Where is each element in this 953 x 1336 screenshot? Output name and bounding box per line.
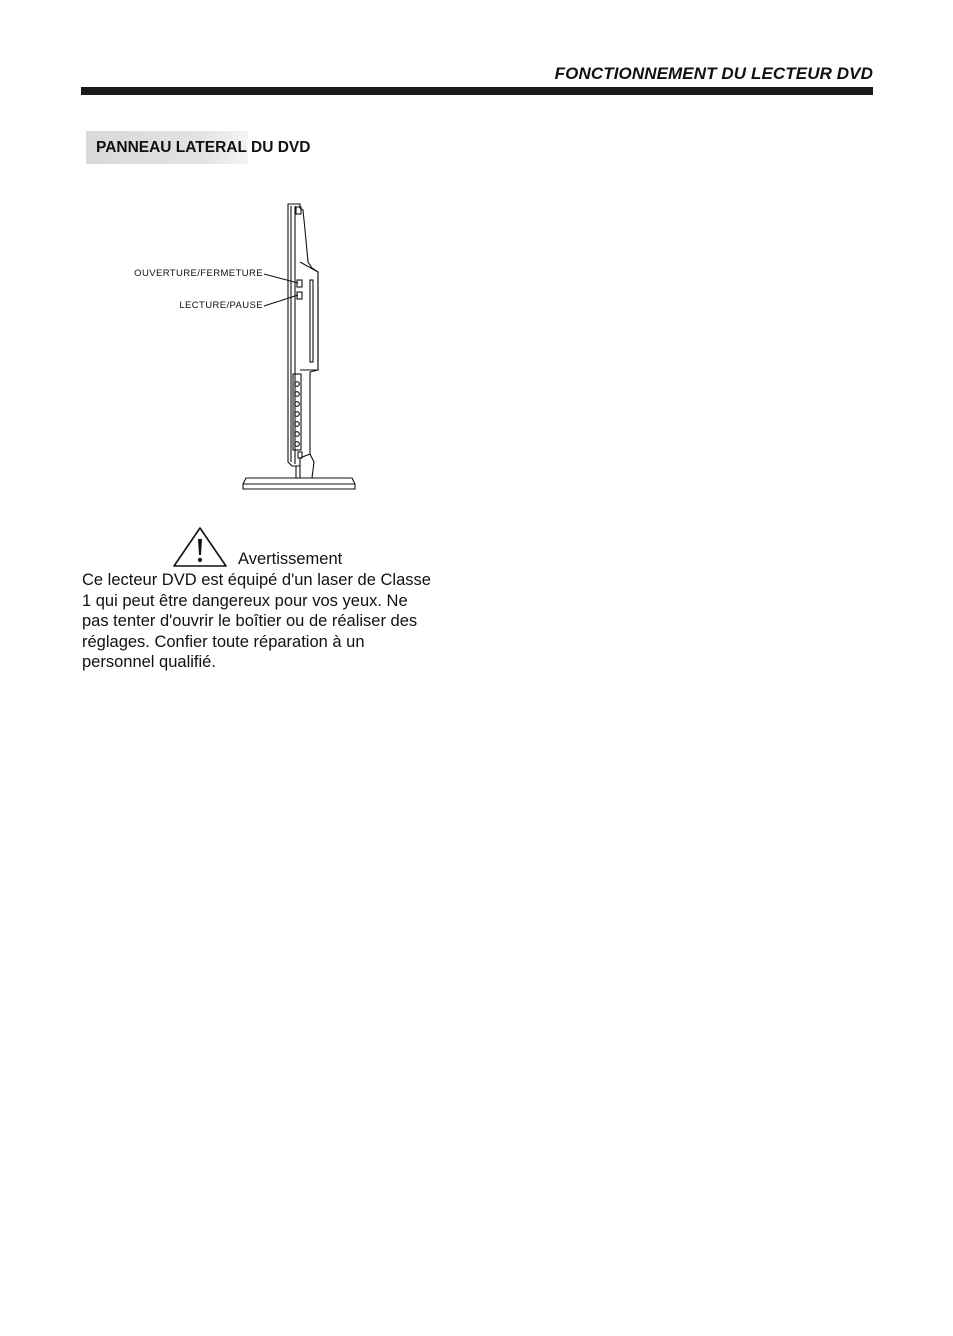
- section-heading: PANNEAU LATERAL DU DVD: [96, 139, 311, 156]
- page-header-title: FONCTIONNEMENT DU LECTEUR DVD: [554, 64, 873, 83]
- warning-line: pas tenter d'ouvrir le boîtier ou de réaliser des: [82, 612, 418, 630]
- warning-title: Avertissement: [238, 550, 343, 568]
- warning-line: réglages. Confier toute réparation à un: [82, 632, 365, 651]
- warning-triangle-icon: [172, 526, 228, 568]
- warning-line: personnel qualifié.: [82, 653, 216, 671]
- tv-side-view-diagram: [0, 0, 953, 520]
- callout-open-close: OUVERTURE/FERMETURE: [134, 268, 263, 279]
- warning-line: Ce lecteur DVD est équipé d'un laser de Classe: [82, 571, 431, 589]
- warning-line: 1 qui peut être dangereux pour vos yeux. Ne: [82, 591, 408, 610]
- warning-body: [82, 570, 482, 673]
- callout-play-pause: LECTURE/PAUSE: [179, 300, 263, 311]
